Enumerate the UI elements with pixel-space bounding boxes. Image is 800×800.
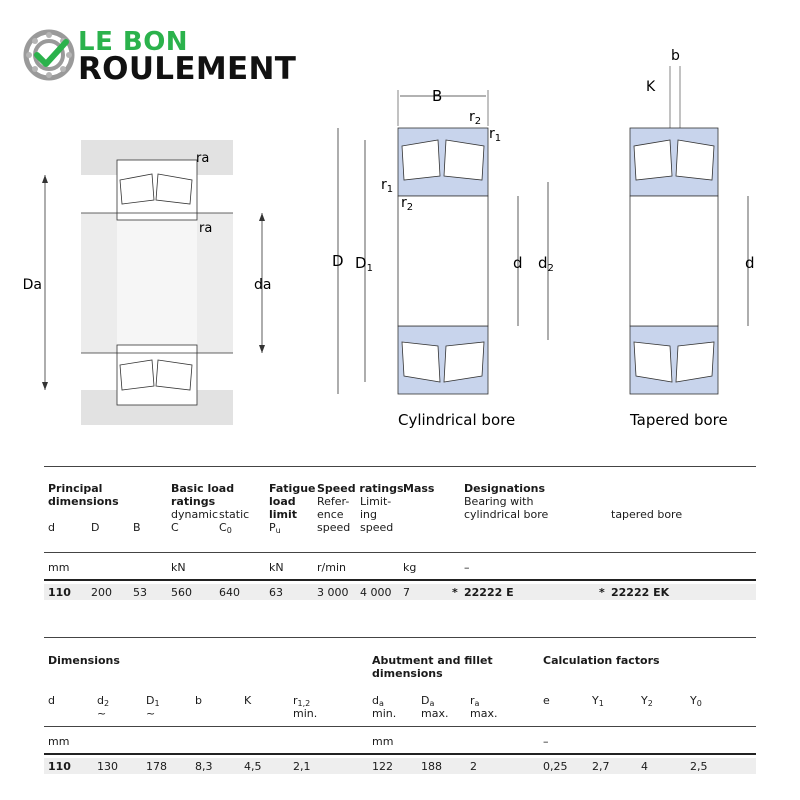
hdr2-Da-max: max. [421, 707, 449, 720]
label-ra-mid: ra [199, 221, 213, 236]
val-Pu: 63 [269, 586, 283, 599]
hdr-speed-ref: speed [317, 521, 351, 534]
val2-da: 122 [372, 760, 393, 773]
hdr2-r12: $r_{1,2}$ [293, 694, 311, 708]
hdr2-da-min: min. [372, 707, 397, 720]
label-D1: $D_1$ [355, 254, 373, 274]
label-r2-left: $r_2$ [401, 195, 414, 213]
hdr-speed-ratings: Speed ratings [317, 482, 404, 495]
unit-mm: mm [48, 561, 70, 574]
val2-D1: 178 [146, 760, 167, 773]
val2-Y1: 2,7 [592, 760, 610, 773]
val-tap-designation: 22222 EK [611, 586, 670, 599]
hdr-dimensions: dimensions [48, 495, 119, 508]
label-Da: Da [22, 277, 42, 293]
hdr-limit: limit [269, 508, 298, 521]
hdr2-abut-dims: dimensions [372, 667, 443, 680]
logo-line1: LE BON [78, 27, 189, 57]
val2-d: 110 [48, 760, 71, 773]
hdr-load: load [269, 495, 296, 508]
val-cyl-designation: 22222 E [464, 586, 514, 599]
hdr2-ra-max: max. [470, 707, 498, 720]
val2-r12: 2,1 [293, 760, 311, 773]
hdr2-ra: $r_a$ [470, 694, 480, 708]
hdr-speed-lim: speed [360, 521, 394, 534]
val-D: 200 [91, 586, 112, 599]
val-star-cyl: * [452, 586, 458, 599]
unit2-mm-abut: mm [372, 735, 394, 748]
unit-kN: kN [171, 561, 186, 574]
val2-Da: 188 [421, 760, 442, 773]
hdr2-Y2: $Y_2$ [641, 694, 653, 708]
hdr-ing: ing [360, 508, 378, 521]
hdr-designations: Designations [464, 482, 546, 495]
label-r2-top: $r_2$ [469, 109, 482, 127]
hdr2-D1-approx: ~ [146, 707, 156, 720]
label-D: D [332, 252, 344, 270]
hdr-tap-bore: tapered bore [611, 508, 683, 521]
hdr2-d: d [48, 694, 55, 707]
hdr2-D1: $D_1$ [146, 694, 160, 708]
val2-Y0: 2,5 [690, 760, 708, 773]
unit-dash: – [464, 561, 470, 574]
label-B: B [432, 87, 443, 105]
hdr2-e: e [543, 694, 550, 707]
val-ref-speed: 3 000 [317, 586, 349, 599]
label-r1-left: $r_1$ [381, 177, 394, 195]
hdr-bearing-with: Bearing with [464, 495, 534, 508]
hdr-static: static [219, 508, 250, 521]
hdr-d: d [48, 521, 55, 534]
hdr-D: D [91, 521, 100, 534]
hdr2-calc: Calculation factors [543, 654, 660, 667]
label-r1-top: $r_1$ [489, 126, 502, 144]
hdr-C0: $C_0$ [219, 521, 232, 535]
unit-rmin: r/min [317, 561, 346, 574]
val-B: 53 [133, 586, 147, 599]
val-mass: 7 [403, 586, 410, 599]
val2-Y2: 4 [641, 760, 648, 773]
unit-kg: kg [403, 561, 417, 574]
val-star-tap: * [599, 586, 605, 599]
tapered-bore-drawing [630, 48, 755, 394]
val-lim-speed: 4 000 [360, 586, 392, 599]
val-C: 560 [171, 586, 192, 599]
hdr-basic-load: Basic load [171, 482, 235, 495]
hdr-mass: Mass [403, 482, 435, 495]
hdr2-abutment: Abutment and fillet [372, 654, 493, 667]
hdr-limit2: Limit- [360, 495, 392, 508]
label-K: K [646, 79, 656, 95]
hdr2-da: $d_a$ [372, 694, 384, 708]
label-d: d [513, 254, 523, 272]
label-b: b [671, 48, 680, 64]
label-da: da [254, 277, 272, 293]
hdr2-b: b [195, 694, 202, 707]
hdr-refer: Refer- [317, 495, 350, 508]
logo-line2: ROULEMENT [78, 51, 297, 87]
hdr-C: C [171, 521, 179, 534]
hdr-B: B [133, 521, 141, 534]
val2-e: 0,25 [543, 760, 568, 773]
hdr2-d2-approx: ~ [97, 707, 107, 720]
hdr2-d2: $d_2$ [97, 694, 110, 708]
unit-kN-fatigue: kN [269, 561, 284, 574]
val2-d2: 130 [97, 760, 118, 773]
label-ra-top: ra [196, 151, 210, 166]
hdr2-r12-min: min. [293, 707, 318, 720]
hdr-dynamic: dynamic [171, 508, 219, 521]
hdr-fatigue: Fatigue [269, 482, 316, 495]
val2-ra: 2 [470, 760, 477, 773]
hdr2-K: K [244, 694, 252, 707]
val2-K: 4,5 [244, 760, 262, 773]
val-C0: 640 [219, 586, 240, 599]
mounting-drawing [23, 140, 272, 425]
hdr2-Da: $D_a$ [421, 694, 435, 708]
hdr2-dimensions: Dimensions [48, 654, 120, 667]
caption-tapered-bore: Tapered bore [630, 411, 728, 429]
hdr-principal: Principal [48, 482, 103, 495]
hdr2-Y1: $Y_1$ [592, 694, 604, 708]
label-d-tapered: d [745, 254, 755, 272]
cylindrical-bore-drawing [332, 87, 554, 394]
hdr-Pu: $P_u$ [269, 521, 281, 535]
unit2-mm: mm [48, 735, 70, 748]
hdr-ence: ence [317, 508, 344, 521]
unit2-dash: – [543, 735, 549, 748]
hdr2-Y0: $Y_0$ [690, 694, 702, 708]
label-d2: $d_2$ [538, 254, 554, 274]
hdr-ratings: ratings [171, 495, 216, 508]
hdr-cyl-bore: cylindrical bore [464, 508, 549, 521]
caption-cylindrical-bore: Cylindrical bore [398, 411, 516, 429]
val-d: 110 [48, 586, 71, 599]
val2-b: 8,3 [195, 760, 213, 773]
